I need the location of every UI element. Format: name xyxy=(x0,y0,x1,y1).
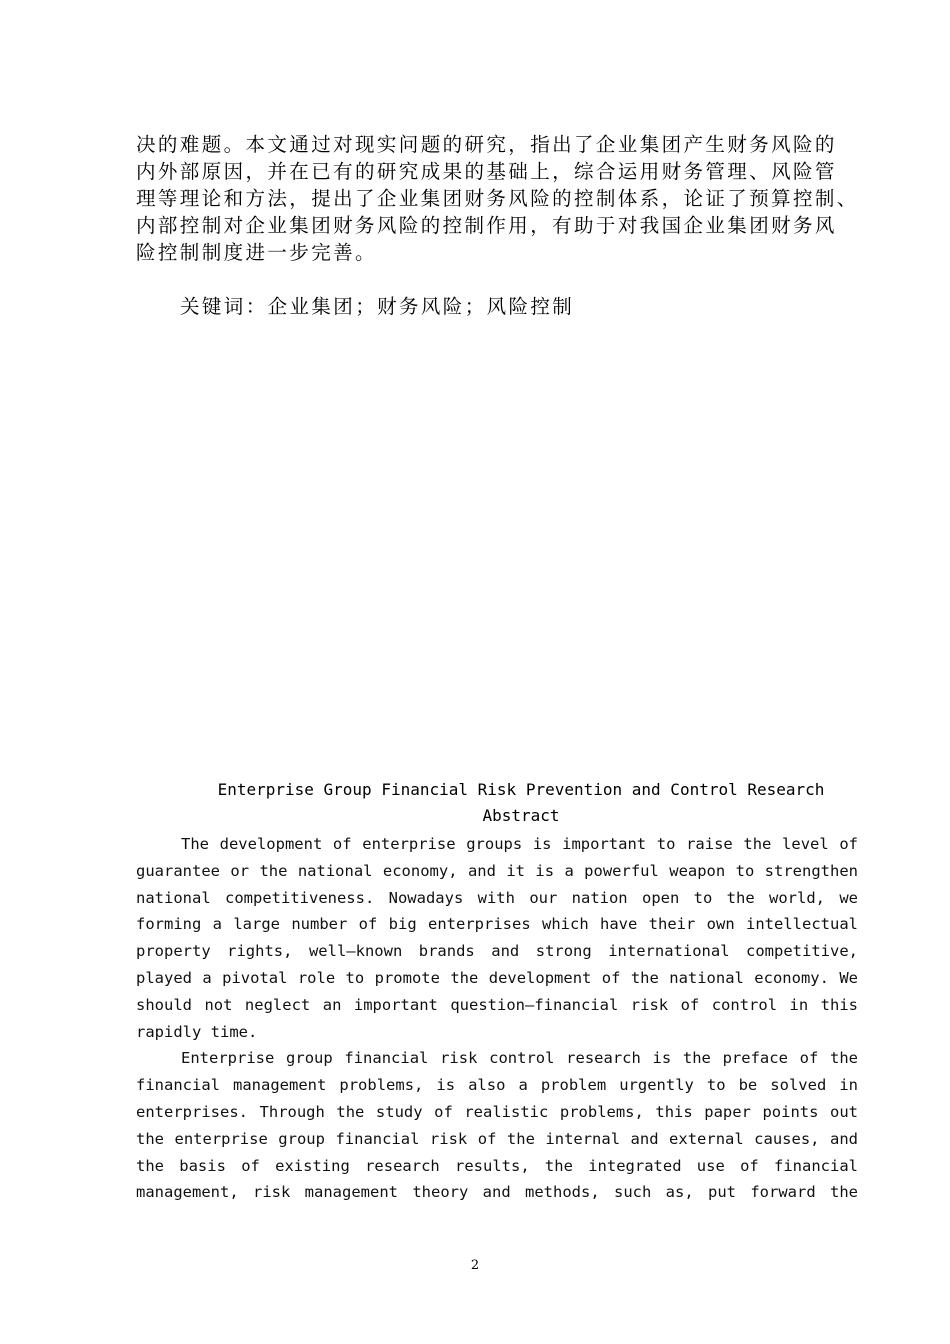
abstract-paragraph-2-line: the enterprise group financial risk of the internal and external causes, and xyxy=(136,1129,858,1148)
chinese-abstract-line: 内部控制对企业集团财务风险的控制作用，有助于对我国企业集团财务风 xyxy=(136,214,837,237)
chinese-abstract-line: 理等理论和方法，提出了企业集团财务风险的控制体系，论证了预算控制、 xyxy=(136,187,859,210)
abstract-paragraph-1-line: national competitiveness. Nowadays with our nation open to the world, we xyxy=(136,888,858,907)
abstract-heading: Abstract xyxy=(482,806,560,825)
abstract-paragraph-1-line: rapidly time. xyxy=(136,1022,258,1041)
abstract-paragraph-1-line: should not neglect an important question—financial risk of control in this xyxy=(136,995,858,1014)
abstract-paragraph-1-line: forming a large number of big enterprises which have their own intellectual xyxy=(136,915,858,934)
page-number: 2 xyxy=(470,1258,480,1273)
abstract-paragraph-2-line: management, risk management theory and methods, such as, put forward the xyxy=(136,1183,858,1202)
chinese-abstract-line: 内外部原因，并在已有的研究成果的基础上，综合运用财务管理、风险管 xyxy=(136,160,837,183)
abstract-paragraph-2-line: enterprises. Through the study of realistic problems, this paper points out xyxy=(136,1102,858,1121)
english-title: Enterprise Group Financial Risk Prevention and Control Research xyxy=(217,780,825,799)
chinese-abstract-line: 险控制制度进一步完善。 xyxy=(136,241,377,264)
english-abstract-body xyxy=(136,831,858,1206)
chinese-abstract-text xyxy=(136,131,861,266)
abstract-paragraph-2-line: Enterprise group financial risk control research is the preface of the xyxy=(181,1049,858,1068)
chinese-abstract-line: 决的难题。本文通过对现实问题的研究，指出了企业集团产生财务风险的 xyxy=(136,133,837,156)
abstract-paragraph-1-line: The development of enterprise groups is important to raise the level of xyxy=(181,835,858,853)
abstract-paragraph-1-line: property rights, well—known brands and strong international competitive, xyxy=(136,942,858,961)
keywords-line: 关键词：企业集团；财务风险；风险控制 xyxy=(180,295,575,318)
abstract-paragraph-2-line: financial management problems, is also a problem urgently to be solved in xyxy=(136,1076,858,1095)
abstract-paragraph-2-line: the basis of existing research results, the integrated use of financial xyxy=(136,1156,858,1175)
abstract-paragraph-1-line: played a pivotal role to promote the development of the national economy. We xyxy=(136,968,858,987)
abstract-paragraph-1-line: guarantee or the national economy, and it is a powerful weapon to strengthen xyxy=(136,861,858,880)
